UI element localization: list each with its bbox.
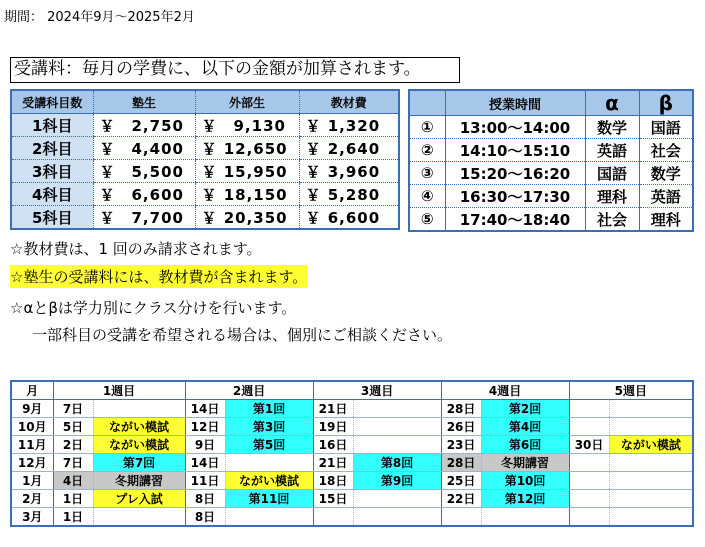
event-cell: 第9回 — [353, 472, 441, 490]
fee-amount-cell: ￥ 2,750 — [93, 114, 195, 137]
date-cell: 7日 — [53, 454, 93, 472]
date-cell: 21日 — [313, 454, 353, 472]
calendar-row — [11, 490, 693, 508]
calendar-row — [11, 418, 693, 436]
event-cell: 第4回 — [481, 418, 569, 436]
calendar-row — [11, 454, 693, 472]
event-cell — [225, 454, 313, 472]
event-cell: ながい模試 — [93, 436, 185, 454]
fee-header-row — [11, 90, 399, 114]
date-cell: 30日 — [569, 436, 609, 454]
event-cell — [609, 508, 693, 527]
period-text: 期間： 2024年9月～2025年2月 — [4, 10, 195, 25]
class-time-cell: 17:40～18:40 — [445, 208, 585, 232]
date-cell — [569, 490, 609, 508]
week-header: 4週目 — [441, 381, 569, 400]
month-cell: 3月 — [11, 508, 53, 527]
fee-amount-cell: ￥ 20,350 — [195, 206, 299, 230]
alpha-subject-cell: 社会 — [585, 208, 639, 232]
event-cell — [481, 508, 569, 527]
date-cell: 4日 — [53, 472, 93, 490]
fee-table — [10, 89, 400, 230]
month-cell: 9月 — [11, 400, 53, 418]
fee-row — [11, 160, 399, 183]
beta-subject-cell: 社会 — [639, 139, 693, 162]
alpha-subject-cell: 国語 — [585, 162, 639, 185]
date-cell — [569, 508, 609, 527]
alpha-subject-cell: 理科 — [585, 185, 639, 208]
date-cell — [569, 472, 609, 490]
time-header-row — [409, 90, 693, 116]
date-cell: 15日 — [313, 490, 353, 508]
event-cell: ながい模試 — [93, 418, 185, 436]
date-cell: 25日 — [441, 472, 481, 490]
subject-count-cell: 2科目 — [11, 137, 93, 160]
subject-count-cell: 4科目 — [11, 183, 93, 206]
period-row — [409, 208, 693, 232]
fee-row — [11, 137, 399, 160]
date-cell: 14日 — [185, 454, 225, 472]
beta-subject-cell: 理科 — [639, 208, 693, 232]
date-cell — [569, 418, 609, 436]
event-cell: 第2回 — [481, 400, 569, 418]
event-cell: ながい模試 — [609, 436, 693, 454]
period-number-cell: ⑤ — [409, 208, 445, 232]
tuition-heading: 受講料：毎月の学費に、以下の金額が加算されます。 — [10, 57, 460, 83]
fee-amount-cell: ￥ 2,640 — [299, 137, 399, 160]
event-cell — [93, 400, 185, 418]
calendar-header-row — [11, 381, 693, 400]
event-cell — [609, 490, 693, 508]
note-class-split: ☆αとβは学力別にクラス分けを行います。 — [10, 299, 297, 317]
date-cell: 28日 — [441, 400, 481, 418]
period-number-cell: ③ — [409, 162, 445, 185]
date-cell: 8日 — [185, 490, 225, 508]
date-cell: 14日 — [185, 400, 225, 418]
subject-count-cell: 3科目 — [11, 160, 93, 183]
class-time-cell: 13:00～14:00 — [445, 116, 585, 139]
event-cell: 第8回 — [353, 454, 441, 472]
event-cell: 第12回 — [481, 490, 569, 508]
fee-amount-cell: ￥ 3,960 — [299, 160, 399, 183]
fee-row — [11, 206, 399, 230]
event-cell: 第1回 — [225, 400, 313, 418]
week-header: 1週目 — [53, 381, 185, 400]
alpha-subject-cell: 数学 — [585, 116, 639, 139]
fee-amount-cell: ￥ 1,320 — [299, 114, 399, 137]
schedule-calendar — [10, 380, 694, 527]
event-cell — [609, 418, 693, 436]
period-number-cell: ② — [409, 139, 445, 162]
event-cell: 冬期講習 — [481, 454, 569, 472]
month-header: 月 — [11, 381, 53, 400]
event-cell — [353, 490, 441, 508]
class-time-cell: 14:10～15:10 — [445, 139, 585, 162]
period-row — [409, 116, 693, 139]
month-cell: 11月 — [11, 436, 53, 454]
alpha-subject-cell: 英語 — [585, 139, 639, 162]
fee-amount-cell: ￥ 18,150 — [195, 183, 299, 206]
period-number-cell: ④ — [409, 185, 445, 208]
date-cell: 12日 — [185, 418, 225, 436]
note-material-fee: ☆教材費は、1 回のみ請求されます。 — [10, 240, 262, 258]
date-cell: 1日 — [53, 490, 93, 508]
date-cell: 1日 — [53, 508, 93, 527]
fee-header-cell: 塾生 — [93, 90, 195, 114]
time-table — [408, 89, 694, 232]
event-cell: 第7回 — [93, 454, 185, 472]
calendar-row — [11, 508, 693, 527]
period-row — [409, 162, 693, 185]
month-cell: 12月 — [11, 454, 53, 472]
event-cell — [609, 400, 693, 418]
fee-amount-cell: ￥ 15,950 — [195, 160, 299, 183]
date-cell: 26日 — [441, 418, 481, 436]
beta-subject-cell: 英語 — [639, 185, 693, 208]
fee-amount-cell: ￥ 6,600 — [93, 183, 195, 206]
subject-count-cell: 5科目 — [11, 206, 93, 230]
event-cell — [609, 454, 693, 472]
fee-amount-cell: ￥ 5,500 — [93, 160, 195, 183]
date-cell: 2日 — [53, 436, 93, 454]
fee-amount-cell: ￥ 5,280 — [299, 183, 399, 206]
note-consultation: 一部科目の受講を希望される場合は、個別にご相談ください。 — [32, 326, 453, 344]
date-cell: 11日 — [185, 472, 225, 490]
date-cell — [313, 508, 353, 527]
month-cell: 2月 — [11, 490, 53, 508]
class-time-cell: 15:20～16:20 — [445, 162, 585, 185]
fee-amount-cell: ￥ 9,130 — [195, 114, 299, 137]
date-cell: 22日 — [441, 490, 481, 508]
fee-row — [11, 183, 399, 206]
time-header-cell: β — [639, 90, 693, 116]
fee-amount-cell: ￥ 7,700 — [93, 206, 195, 230]
time-header-cell: α — [585, 90, 639, 116]
event-cell — [353, 418, 441, 436]
period-row — [409, 185, 693, 208]
event-cell: 第11回 — [225, 490, 313, 508]
event-cell: 冬期講習 — [93, 472, 185, 490]
week-header: 5週目 — [569, 381, 693, 400]
fee-amount-cell: ￥ 4,400 — [93, 137, 195, 160]
beta-subject-cell: 国語 — [639, 116, 693, 139]
fee-header-cell: 外部生 — [195, 90, 299, 114]
note-member-fee: ☆塾生の受講料には、教材費が含まれます。 — [10, 265, 307, 288]
fee-amount-cell: ￥ 12,650 — [195, 137, 299, 160]
date-cell: 21日 — [313, 400, 353, 418]
period-number-cell: ① — [409, 116, 445, 139]
beta-subject-cell: 数学 — [639, 162, 693, 185]
week-header: 2週目 — [185, 381, 313, 400]
date-cell: 7日 — [53, 400, 93, 418]
date-cell: 5日 — [53, 418, 93, 436]
event-cell — [353, 508, 441, 527]
event-cell: ながい模試 — [225, 472, 313, 490]
time-header-cell: 授業時間 — [445, 90, 585, 116]
calendar-row — [11, 400, 693, 418]
fee-header-cell: 教材費 — [299, 90, 399, 114]
fee-header-cell: 受講科目数 — [11, 90, 93, 114]
event-cell — [225, 508, 313, 527]
period-row — [409, 139, 693, 162]
fee-row — [11, 114, 399, 137]
event-cell: プレ入試 — [93, 490, 185, 508]
month-cell: 10月 — [11, 418, 53, 436]
month-cell: 1月 — [11, 472, 53, 490]
date-cell: 28日 — [441, 454, 481, 472]
date-cell — [441, 508, 481, 527]
date-cell: 18日 — [313, 472, 353, 490]
calendar-row — [11, 472, 693, 490]
subject-count-cell: 1科目 — [11, 114, 93, 137]
event-cell: 第5回 — [225, 436, 313, 454]
event-cell — [353, 436, 441, 454]
event-cell: 第10回 — [481, 472, 569, 490]
event-cell: 第6回 — [481, 436, 569, 454]
event-cell — [93, 508, 185, 527]
time-header-cell — [409, 90, 445, 116]
date-cell: 16日 — [313, 436, 353, 454]
fee-amount-cell: ￥ 6,600 — [299, 206, 399, 230]
calendar-row — [11, 436, 693, 454]
date-cell: 9日 — [185, 436, 225, 454]
event-cell — [609, 472, 693, 490]
event-cell: 第3回 — [225, 418, 313, 436]
date-cell: 19日 — [313, 418, 353, 436]
event-cell — [353, 400, 441, 418]
date-cell: 23日 — [441, 436, 481, 454]
class-time-cell: 16:30～17:30 — [445, 185, 585, 208]
date-cell — [569, 400, 609, 418]
date-cell — [569, 454, 609, 472]
date-cell: 8日 — [185, 508, 225, 527]
week-header: 3週目 — [313, 381, 441, 400]
